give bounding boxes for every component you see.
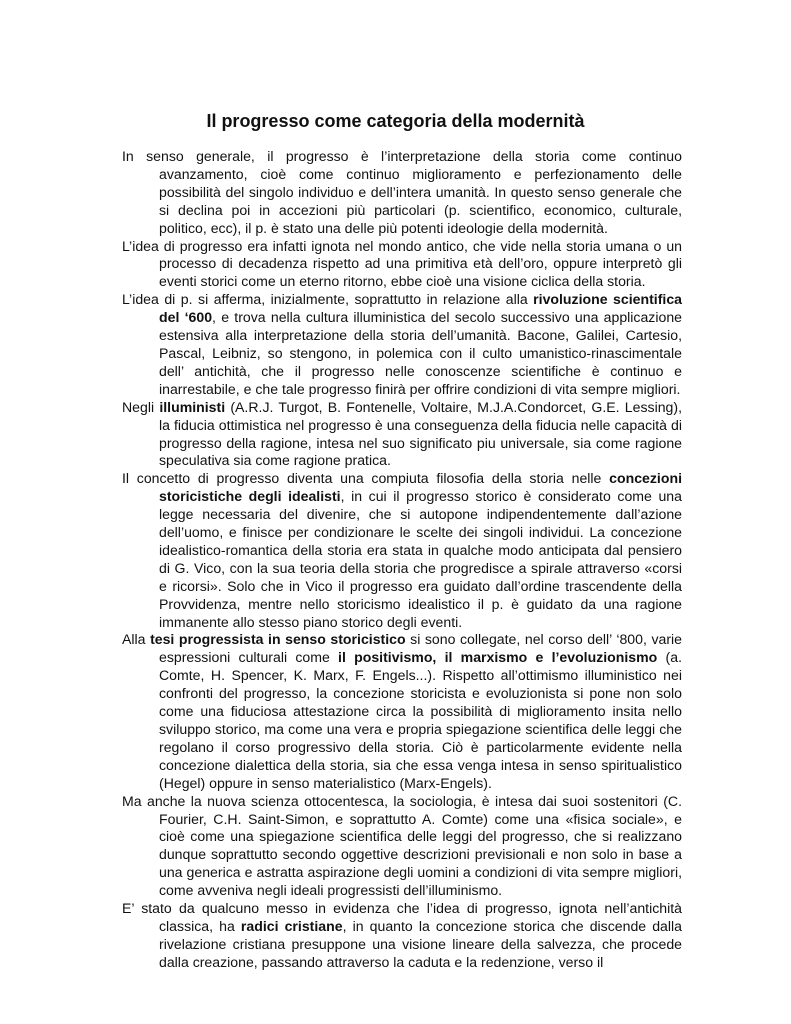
text-run: si sono collegate, nel corso dell’ ‘800, varie espressioni culturali come	[159, 631, 682, 666]
text-run: E’ stato da qualcuno messo in evidenza che l’idea di progresso, ignota nell’antichità classica, ha	[122, 900, 682, 934]
page-title: Il progresso come categoria della modernità	[206, 111, 585, 131]
body-paragraph	[122, 900, 682, 972]
body-paragraph	[122, 793, 682, 900]
bold-phrase: il positivismo, il marxismo e l’evoluzionismo	[338, 649, 658, 666]
bold-phrase: concezioni storicistiche degli idealisti	[159, 470, 682, 505]
bold-phrase: illuministi	[159, 398, 226, 415]
text-run: (a. Comte, H. Spencer, K. Marx, F. Engels...). Rispetto all’ottimismo illuministico nei confronti del progresso, la concezione storicista e evoluzionista si pone non solo come una fiduciosa attestazione circa la possibilità di miglioramento insita nello sviluppo storico, ma come una vera e propria spiegazione scientifica delle leggi che regolano il corso progressivo della storia. Ciò è particolarmente evidente nella concezione dialettica della storia, sia che essa venga intesa in senso spiritualistico (Hegel) oppure in senso materialistico (Marx-Engels).	[159, 649, 682, 791]
body-paragraph	[122, 470, 682, 631]
body-paragraph	[122, 631, 682, 792]
text-run: L’idea di progresso era infatti ignota nel mondo antico, che vide nella storia umana o un processo di decadenza rispetto ad una primitiva età dell’oro, oppure interpretò gli eventi storici come un eterno ritorno, ebbe cioè una visione ciclica della storia.	[122, 237, 682, 290]
body-paragraph	[122, 238, 682, 292]
text-run: , in cui il progresso storico è considerato come una legge necessaria del divenire, che si autopone indipendentemente dall’azione dell’uomo, e finisce per condizionare le scelte dei singoli individui. La concezione idealistico-romantica della storia era stata in qualche modo anticipata dal pensiero di G. Vico, con la sua teoria della storia che progredisce a spirale attraverso «corsi e ricorsi». Solo che in Vico il progresso era guidato dall’ordine trascendente della Provvidenza, mentre nello storicismo idealistico il p. è guidato da una ragione immanente allo stesso piano storico degli eventi.	[159, 488, 682, 630]
text-run: Alla	[122, 631, 151, 648]
document-body	[122, 148, 682, 972]
text-run: L’idea di p. si afferma, inizialmente, soprattutto in relazione alla	[122, 291, 534, 308]
text-run: , e trova nella cultura illuministica del secolo successivo una applicazione estensiva alla interpretazione della storia dell’umanità. Bacone, Galilei, Cartesio, Pascal, Leibniz, so stengono, in polemica con il culto umanistico-rinascimentale dell’ antichità, che il progresso nelle conoscenze scientifiche è continuo e inarrestabile, e che tale progresso finirà per offrire condizioni di vita sempre migliori.	[159, 309, 683, 397]
text-run: In senso generale, il progresso è l’interpretazione della storia come continuo avanzamento, cioè come continuo miglioramento e perfezionamento delle possibilità del singolo individuo e dell’intera umanità. In questo senso generale che si declina poi in accezioni più particolari (p. scientifico, economico, culturale, politico, ecc), il p. è stato una delle più potenti ideologie della modernità.	[122, 148, 682, 236]
text-run: , in quanto la concezione storica che discende dalla rivelazione cristiana presuppone una visione lineare della salvezza, che procede dalla creazione, passando attraverso la caduta e la redenzione, verso il	[159, 917, 682, 970]
bold-phrase: tesi progressista in senso storicistico	[150, 631, 406, 648]
text-run: (A.R.J. Turgot, B. Fontenelle, Voltaire, M.J.A.Condorcet, G.E. Lessing), la fiducia ottimistica nel progresso è una conseguenza della fiducia nelle capacità di progresso della ragione, intesa nel suo significato piu universale, sia come ragione speculativa sia come ragione pratica.	[159, 398, 682, 469]
bold-phrase: radici cristiane	[240, 917, 343, 934]
body-paragraph	[122, 148, 682, 238]
bold-phrase: rivoluzione scientifica del ‘600	[159, 291, 682, 326]
text-run: Ma anche la nuova scienza ottocentesca, la sociologia, è intesa dai suoi sostenitori (C. Fourier, C.H. Saint-Simon, e soprattutto A. Comte) come una «fisica sociale», e cioè come una spiegazione scientifica delle leggi del progresso, che si realizzano dunque soprattutto secondo oggettive descrizioni previsionali e non solo in base a una generica e astratta aspirazione degli uomini a condizioni di vita sempre migliori, come avveniva negli ideali progressisti dell’illuminismo.	[122, 792, 682, 899]
body-paragraph	[122, 399, 682, 471]
text-run: Negli	[122, 398, 160, 415]
body-paragraph	[122, 291, 682, 398]
text-run: Il concetto di progresso diventa una compiuta filosofia della storia nelle	[122, 470, 610, 487]
